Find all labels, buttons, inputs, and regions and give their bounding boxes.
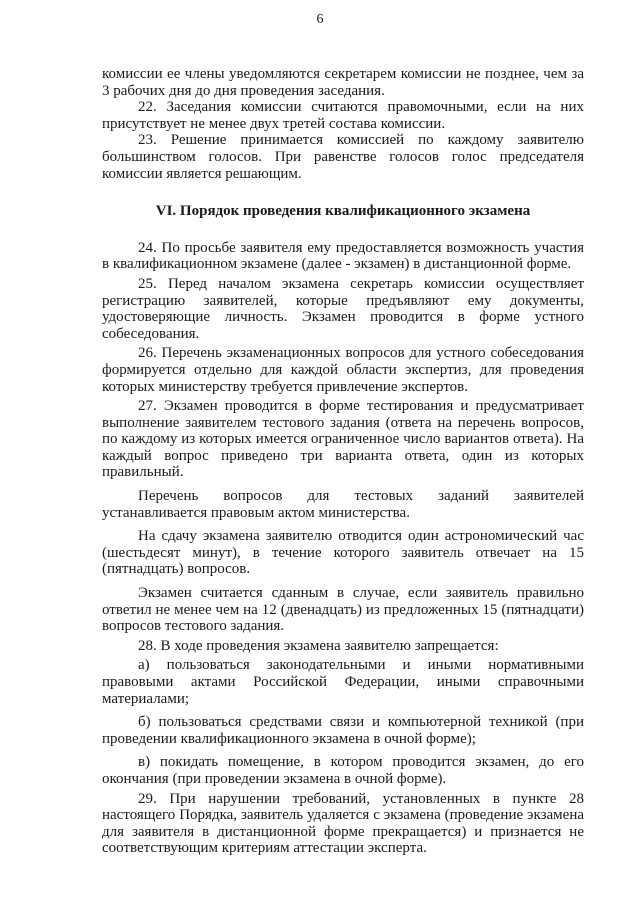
paragraph-28-c: в) покидать помещение, в котором проводится экзамен, до его окончания (при проведении экзамена в очной форме). bbox=[102, 754, 584, 787]
paragraph-28-b: б) пользоваться средствами связи и компьютерной техникой (при проведении квалификационного экзамена в очной форме); bbox=[102, 714, 584, 747]
paragraph-continuation: комиссии ее члены уведомляются секретарем комиссии не позднее, чем за 3 рабочих дня до дня проведения заседания. bbox=[102, 66, 584, 99]
paragraph-22: 22. Заседания комиссии считаются правомочными, если на них присутствует не менее двух третей состава комиссии. bbox=[102, 99, 584, 132]
paragraph-24: 24. По просьбе заявителя ему предоставляется возможность участия в квалификационном экзамене (далее - экзамен) в дистанционной форме. bbox=[102, 239, 584, 273]
paragraph-23: 23. Решение принимается комиссией по каждому заявителю большинством голосов. При равенстве голосов голос председателя комиссии является решающим. bbox=[102, 132, 584, 182]
paragraph-27-list: Перечень вопросов для тестовых заданий заявителей устанавливается правовым актом министерства. bbox=[102, 488, 584, 521]
paragraph-26: 26. Перечень экзаменационных вопросов для устного собеседования формируется отдельно для каждой области экспертиз, для проведения которых министерству требуется привлечение экспертов. bbox=[102, 345, 584, 395]
paragraph-27-pass: Экзамен считается сданным в случае, если заявитель правильно ответил не менее чем на 12 (двенадцать) из предложенных 15 (пятнадцати) вопросов тестового задания. bbox=[102, 585, 584, 635]
page-number: 6 bbox=[316, 12, 324, 27]
paragraph-28: 28. В ходе проведения экзамена заявителю запрещается: bbox=[138, 637, 499, 654]
paragraph-29: 29. При нарушении требований, установленных в пункте 28 настоящего Порядка, заявитель удаляется с экзамена (проведение экзамена для заявителя в дистанционной форме прекращается) и признается не соответствующим критериям аттестации эксперта. bbox=[102, 790, 584, 857]
document-body bbox=[102, 66, 584, 857]
paragraph-28-a: а) пользоваться законодательными и иными нормативными правовыми актами Российской Федерации, иными справочными материалами; bbox=[102, 657, 584, 707]
paragraph-27: 27. Экзамен проводится в форме тестирования и предусматривает выполнение заявителем тестового задания (ответа на перечень вопросов, по каждому из которых имеется ограниченное число вариантов ответа). На каждый вопрос приведено три варианта ответа, один из которых правильный. bbox=[102, 398, 584, 481]
paragraph-25: 25. Перед началом экзамена секретарь комиссии осуществляет регистрацию заявителей, которые предъявляют ему документы, удостоверяющие личность. Экзамен проводится в форме устного собеседования. bbox=[102, 275, 584, 342]
section-heading: VI. Порядок проведения квалификационного экзамена bbox=[155, 203, 531, 220]
paragraph-27-time: На сдачу экзамена заявителю отводится один астрономический час (шестьдесят минут), в течение которого заявитель отвечает на 15 (пятнадцать) вопросов. bbox=[102, 528, 584, 578]
